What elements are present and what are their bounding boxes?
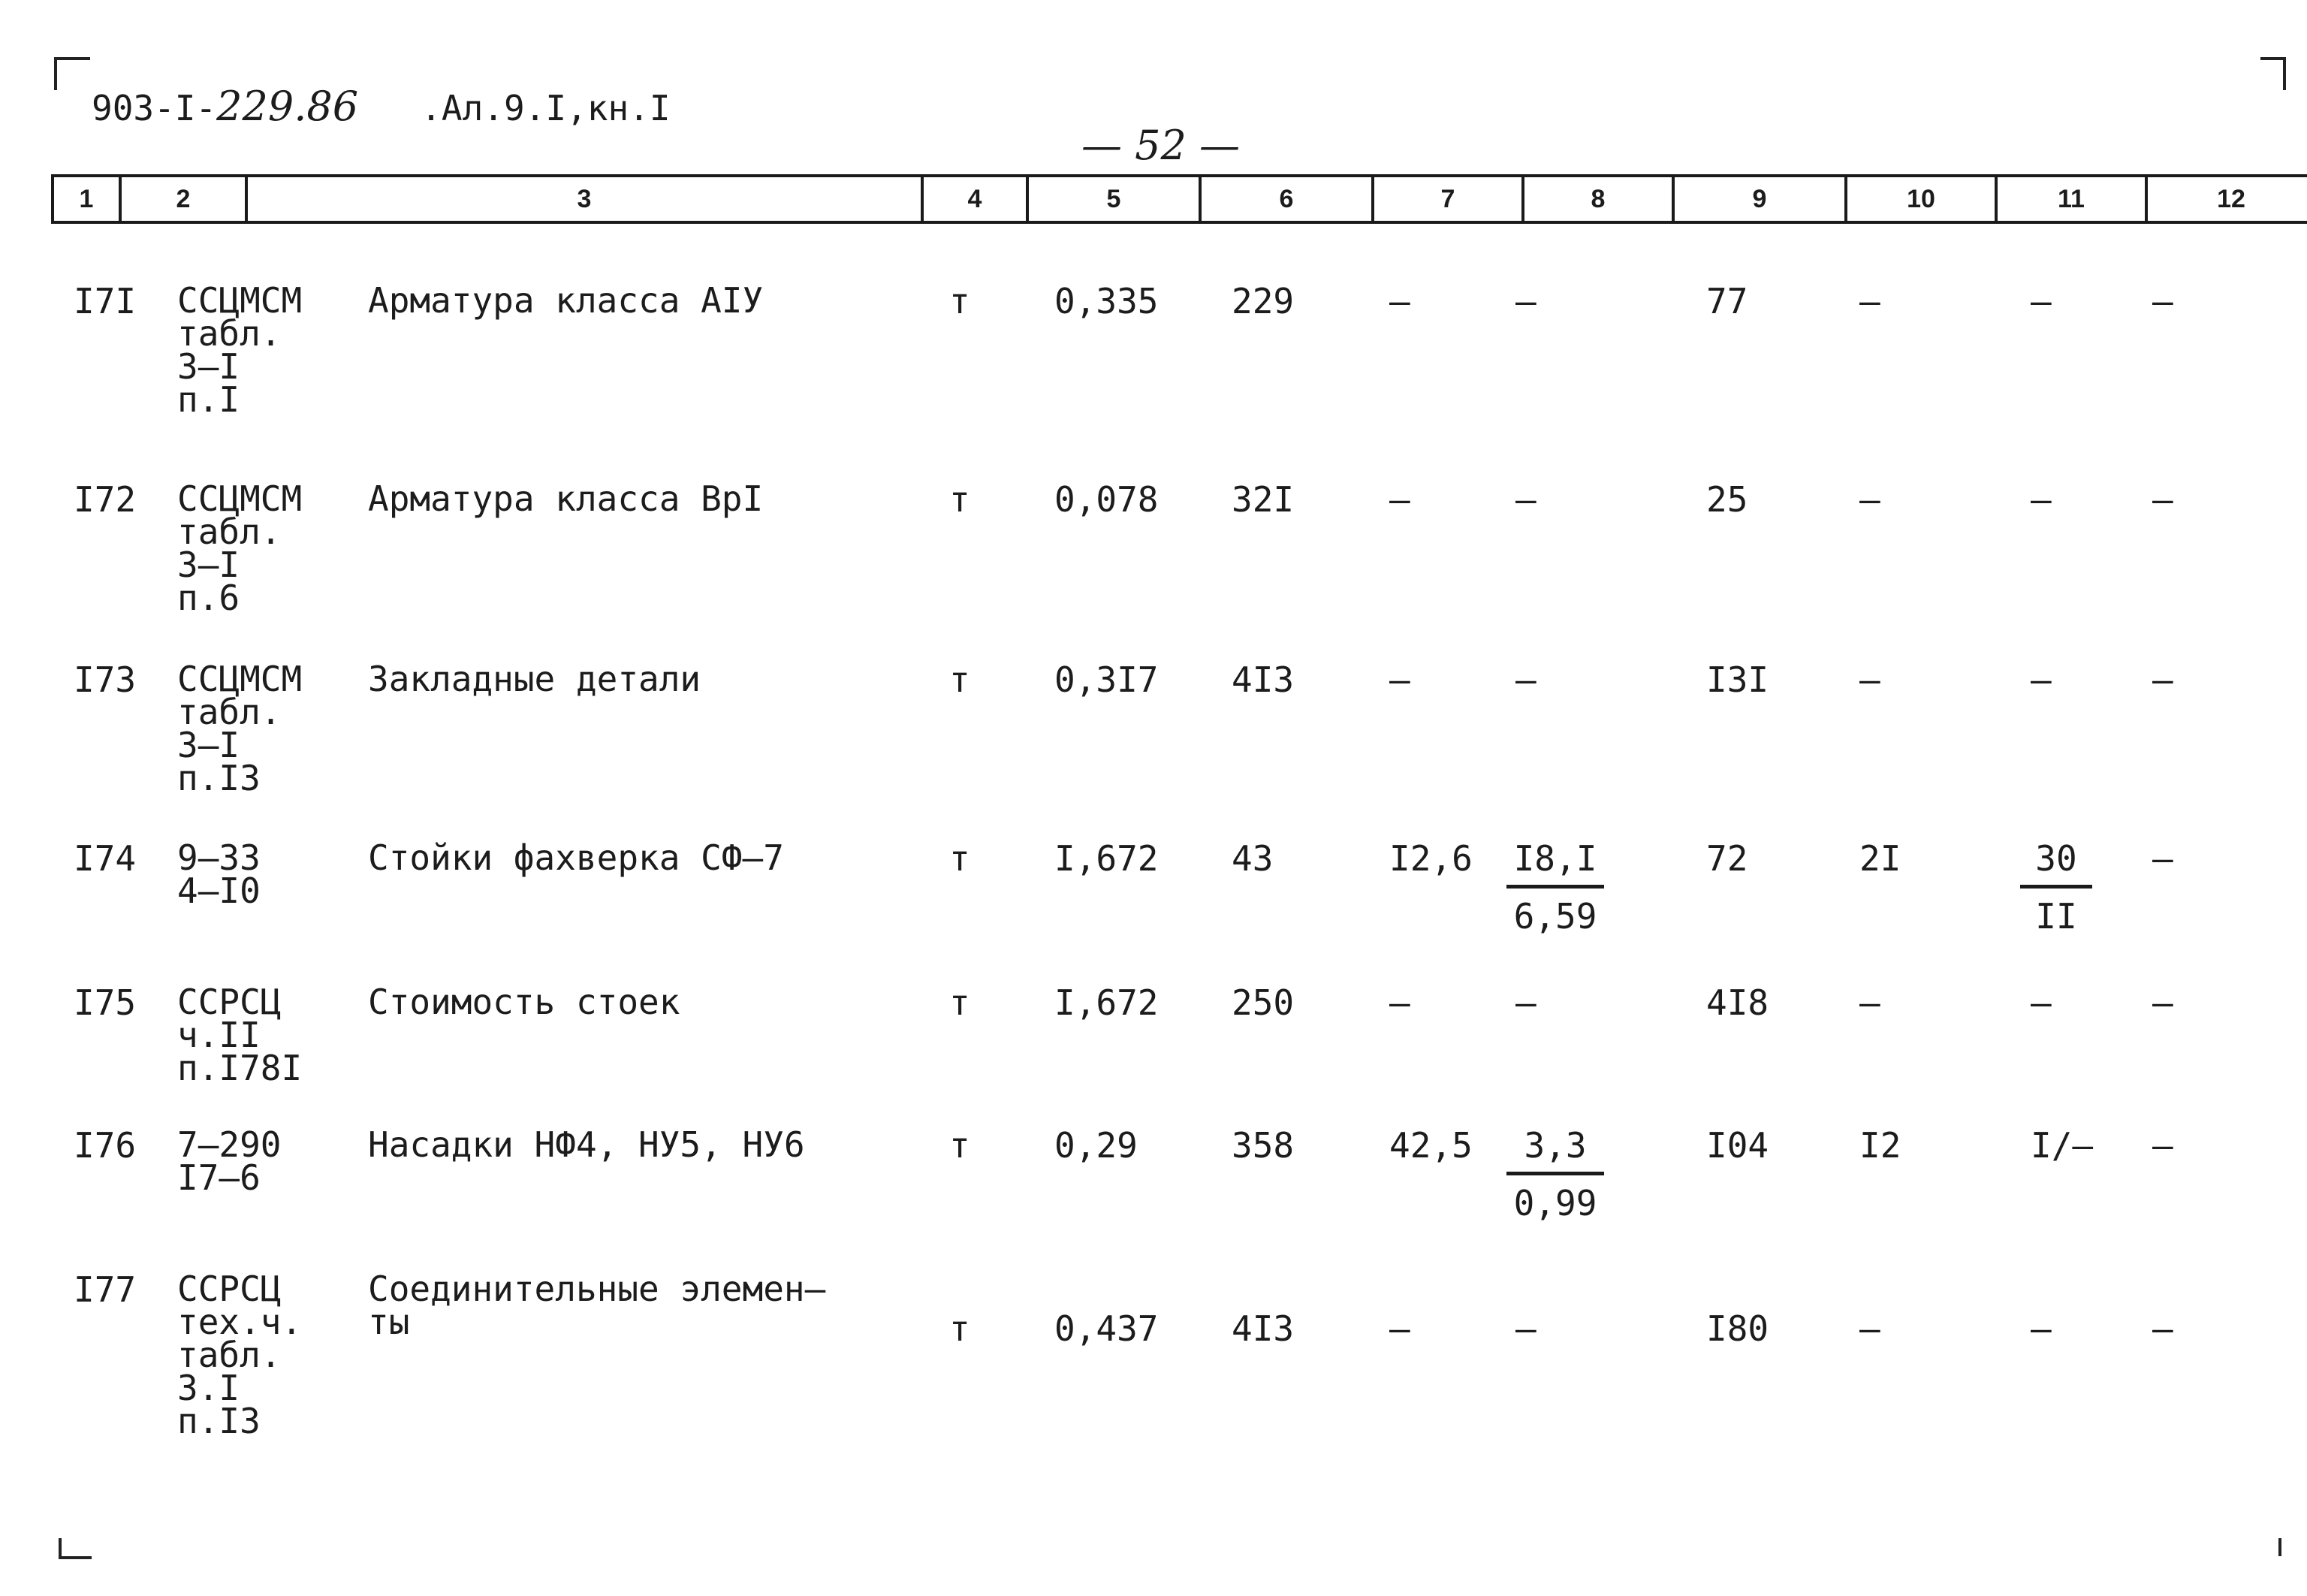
- col-8-fraction-numerator: 3,3: [1506, 1128, 1604, 1175]
- col-10-value: –: [1859, 479, 1880, 520]
- quantity: I,672: [1054, 982, 1159, 1023]
- col-9-value: I3I: [1706, 659, 1769, 700]
- col-6-value: 250: [1232, 982, 1295, 1023]
- document-code-prefix: 903-I-: [92, 88, 217, 128]
- col-9-value: I04: [1706, 1125, 1769, 1166]
- col-7-value: –: [1389, 1308, 1410, 1349]
- basis-line: I7–6: [177, 1157, 261, 1198]
- column-header-7: 7: [1374, 177, 1524, 221]
- work-name-line: ты: [368, 1302, 410, 1342]
- column-header-10: 10: [1847, 177, 1998, 221]
- col-11-value: –: [2031, 281, 2052, 321]
- col-12-value: –: [2152, 1125, 2173, 1166]
- col-8-fraction-numerator: I8,I: [1506, 841, 1604, 889]
- col-7-value: –: [1389, 659, 1410, 700]
- basis-line: п.I: [177, 379, 240, 420]
- col-7-value: –: [1389, 281, 1410, 321]
- work-name-line: Соединительные элемен–: [368, 1269, 826, 1309]
- col-8-fraction-denominator: 0,99: [1513, 1183, 1597, 1223]
- column-header-5: 5: [1029, 177, 1202, 221]
- column-header-9: 9: [1675, 177, 1847, 221]
- col-6-value: 229: [1232, 281, 1295, 321]
- column-header-8: 8: [1524, 177, 1675, 221]
- column-header-1: 1: [54, 177, 122, 221]
- quantity: 0,078: [1054, 479, 1159, 520]
- row-number: I73: [74, 659, 137, 700]
- col-10-value: 2I: [1859, 838, 1901, 879]
- basis-line: 3.I: [177, 1368, 240, 1408]
- col-7-value: –: [1389, 982, 1410, 1023]
- col-10-value: –: [1859, 1308, 1880, 1349]
- col-6-value: 43: [1232, 838, 1274, 879]
- basis-line: табл.: [177, 313, 282, 354]
- col-7-value: –: [1389, 479, 1410, 520]
- row-number: I74: [74, 838, 137, 879]
- col-9-value: 4I8: [1706, 982, 1769, 1023]
- corner-mark-bottom-right: [2278, 1538, 2281, 1556]
- col-10-value: –: [1859, 281, 1880, 321]
- column-header-6: 6: [1202, 177, 1374, 221]
- unit: т: [949, 982, 970, 1023]
- unit: т: [949, 479, 970, 520]
- col-10-value: –: [1859, 659, 1880, 700]
- col-12-value: –: [2152, 281, 2173, 321]
- unit: т: [949, 659, 970, 700]
- col-10-value: I2: [1859, 1125, 1901, 1166]
- basis-line: 9–33: [177, 837, 261, 878]
- unit: т: [949, 281, 970, 321]
- row-number: I76: [74, 1125, 137, 1166]
- col-8-fraction-denominator: 6,59: [1513, 896, 1597, 937]
- quantity: 0,29: [1054, 1125, 1138, 1166]
- col-9-value: 77: [1706, 281, 1748, 321]
- basis-line: 3–I: [177, 725, 240, 765]
- basis-line: п.6: [177, 578, 240, 618]
- col-12-value: –: [2152, 838, 2173, 879]
- col-8-fraction: [1506, 1125, 1604, 1223]
- basis-line: 4–I0: [177, 870, 261, 911]
- col-11-value: –: [2031, 982, 2052, 1023]
- col-8-value: –: [1515, 1308, 1536, 1349]
- quantity: I,672: [1054, 838, 1159, 879]
- col-11-value: I/–: [2031, 1125, 2094, 1166]
- col-11-fraction-numerator: 30: [2020, 841, 2092, 889]
- col-8-value: –: [1515, 659, 1536, 700]
- col-9-value: 25: [1706, 479, 1748, 520]
- row-number: I75: [74, 982, 137, 1023]
- col-10-value: –: [1859, 982, 1880, 1023]
- col-8-value: –: [1515, 281, 1536, 321]
- basis-line: табл.: [177, 511, 282, 552]
- table-column-header: [51, 174, 2307, 224]
- col-11-value: –: [2031, 479, 2052, 520]
- col-7-value: I2,6: [1389, 838, 1473, 879]
- column-header-2: 2: [122, 177, 248, 221]
- document-code-handwritten: 229.86: [216, 83, 359, 130]
- basis-line: ССРСЦ: [177, 982, 282, 1022]
- basis-line: п.I3: [177, 1401, 261, 1441]
- work-name-line: Стоимость стоек: [368, 982, 680, 1022]
- unit: т: [949, 1125, 970, 1166]
- corner-mark-top-right: [2260, 57, 2286, 90]
- unit: т: [949, 1308, 970, 1349]
- row-number: I7I: [74, 281, 137, 321]
- col-12-value: –: [2152, 479, 2173, 520]
- col-12-value: –: [2152, 1308, 2173, 1349]
- basis-line: ССЦМСМ: [177, 659, 303, 699]
- corner-mark-bottom-left: [59, 1538, 92, 1559]
- row-number: I77: [74, 1269, 137, 1310]
- col-6-value: 358: [1232, 1125, 1295, 1166]
- quantity: 0,335: [1054, 281, 1159, 321]
- basis-line: ч.II: [177, 1015, 261, 1055]
- basis-line: ССЦМСМ: [177, 478, 303, 519]
- col-8-value: –: [1515, 479, 1536, 520]
- col-9-value: 72: [1706, 838, 1748, 879]
- column-header-3: 3: [248, 177, 924, 221]
- basis-line: ССЦМСМ: [177, 280, 303, 321]
- page-number: — 52 —: [1081, 122, 1241, 169]
- work-name-line: Насадки НФ4, НУ5, НУ6: [368, 1124, 805, 1165]
- quantity: 0,3I7: [1054, 659, 1159, 700]
- work-name-line: Стойки фахверка СФ–7: [368, 837, 784, 878]
- basis-line: 7–290: [177, 1124, 282, 1165]
- column-header-11: 11: [1998, 177, 2148, 221]
- row-number: I72: [74, 479, 137, 520]
- basis-line: тех.ч.: [177, 1302, 303, 1342]
- col-6-value: 4I3: [1232, 659, 1295, 700]
- document-reference: .Ал.9.I,кн.I: [421, 88, 671, 128]
- basis-line: ССРСЦ: [177, 1269, 282, 1309]
- basis-line: 3–I: [177, 545, 240, 585]
- column-header-12: 12: [2217, 184, 2245, 213]
- basis-line: п.I78I: [177, 1048, 303, 1088]
- col-11-value: –: [2031, 659, 2052, 700]
- col-6-value: 4I3: [1232, 1308, 1295, 1349]
- basis-line: 3–I: [177, 346, 240, 387]
- column-header-4: 4: [924, 177, 1029, 221]
- basis-line: табл.: [177, 1335, 282, 1375]
- basis-line: п.I3: [177, 758, 261, 798]
- document-code: [92, 83, 671, 130]
- work-name-line: Арматура класса АIУ: [368, 280, 764, 321]
- col-12-value: –: [2152, 659, 2173, 700]
- work-name-line: Закладные детали: [368, 659, 701, 699]
- col-12-value: –: [2152, 982, 2173, 1023]
- col-7-value: 42,5: [1389, 1125, 1473, 1166]
- work-name-line: Арматура класса ВрI: [368, 478, 764, 519]
- col-8-fraction: [1506, 838, 1604, 937]
- col-6-value: 32I: [1232, 479, 1295, 520]
- corner-mark-top-left: [54, 57, 90, 90]
- col-8-value: –: [1515, 982, 1536, 1023]
- col-11-value: –: [2031, 1308, 2052, 1349]
- quantity: 0,437: [1054, 1308, 1159, 1349]
- col-11-fraction: [2020, 838, 2092, 937]
- basis-line: табл.: [177, 692, 282, 732]
- col-9-value: I80: [1706, 1308, 1769, 1349]
- col-11-fraction-denominator: II: [2035, 896, 2077, 937]
- unit: т: [949, 838, 970, 879]
